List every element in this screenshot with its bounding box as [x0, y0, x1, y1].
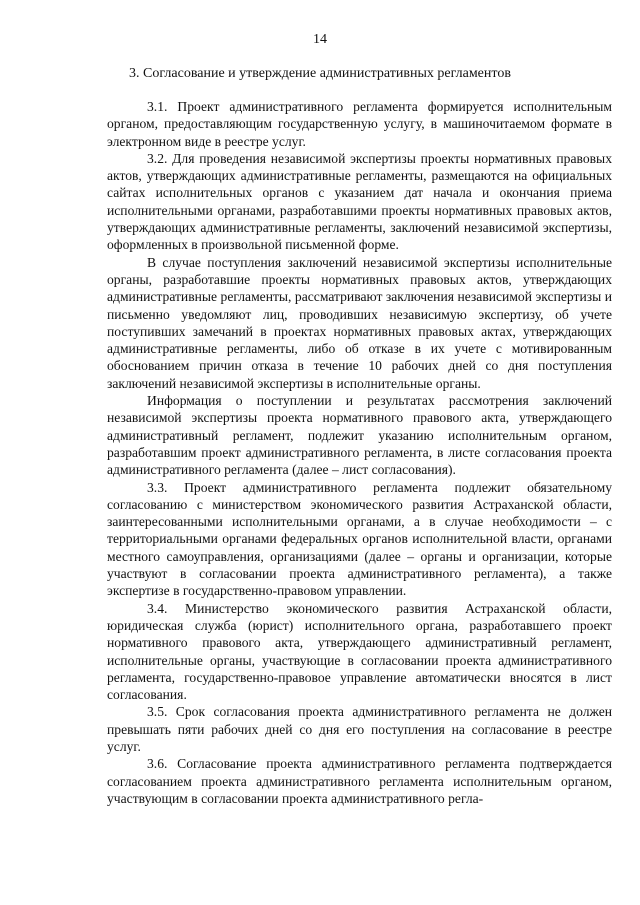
- document-body: [107, 98, 612, 807]
- paragraph-3-5: 3.5. Срок согласования проекта административного регламента не должен превышать пяти рабочих дней со дня его поступления на согласование в реестре услуг.: [107, 704, 612, 754]
- paragraph-3-4: 3.4. Министерство экономического развития Астраханской области, юридическая служба (юрист) исполнительного органа, разработавшего проект нормативного правового акта, утверждающего административный регламент, исполнительные органы, участвующие в согласовании проекта административного регламента, государственно-правовое управление автоматически вносятся в лист согласования.: [107, 600, 612, 703]
- paragraph-3-2: 3.2. Для проведения независимой экспертизы проекты нормативных правовых актов, утверждающих административные регламенты, размещаются на официальных сайтах исполнительных органов с указанием дат начала и окончания приема исполнительными органами, разработавшими проекты нормативных правовых актов, утверждающих административные регламенты, заключений независимой экспертизы, оформленных в произвольной письменной форме.: [107, 150, 612, 253]
- page-number: 14: [313, 32, 327, 47]
- section-title: 3. Согласование и утверждение административных регламентов: [129, 66, 511, 81]
- paragraph-3-1: 3.1. Проект административного регламента формируется исполнительным органом, предоставляющим государственную услугу, в машиночитаемом формате в электронном виде в реестре услуг.: [107, 99, 612, 149]
- paragraph-expertise-review: В случае поступления заключений независимой экспертизы исполнительные органы, разработавшие проекты нормативных правовых актов, утверждающих административные регламенты, рассматривают заключения независимой экспертизы и письменно уведомляют лиц, проводивших независимую экспертизу, об учете поступивших замечаний в проектах нормативных правовых актах, утверждающих административные регламенты, либо об отказе в их учете с мотивированным обоснованием причин отказа в течение 10 рабочих дней со дня поступления заключений независимой экспертизы в исполнительные органы.: [107, 254, 612, 391]
- paragraph-3-6: 3.6. Согласование проекта административного регламента подтверждается согласованием проекта административного регламента исполнительным органом, участвующим в согласовании проекта административного регла-: [107, 756, 612, 806]
- paragraph-3-3: 3.3. Проект административного регламента подлежит обязательному согласованию с министерством экономического развития Астраханской области, заинтересованными исполнительными органами, а в случае необходимости – с территориальными органами федеральных органов исполнительной власти, органами местного самоуправления, организациями (далее – органы и организации, которые участвуют в согласовании проекта административного регламента), а также экспертизе в государственно-правовом управлении.: [107, 479, 612, 599]
- paragraph-expertise-info: Информация о поступлении и результатах рассмотрения заключений независимой экспертизы проекта нормативного правового акта, утверждающего административный регламент, подлежит указанию исполнительным органом, разработавшим проект административного регламента, в листе согласования проекта административного регламента (далее – лист согласования).: [107, 393, 612, 478]
